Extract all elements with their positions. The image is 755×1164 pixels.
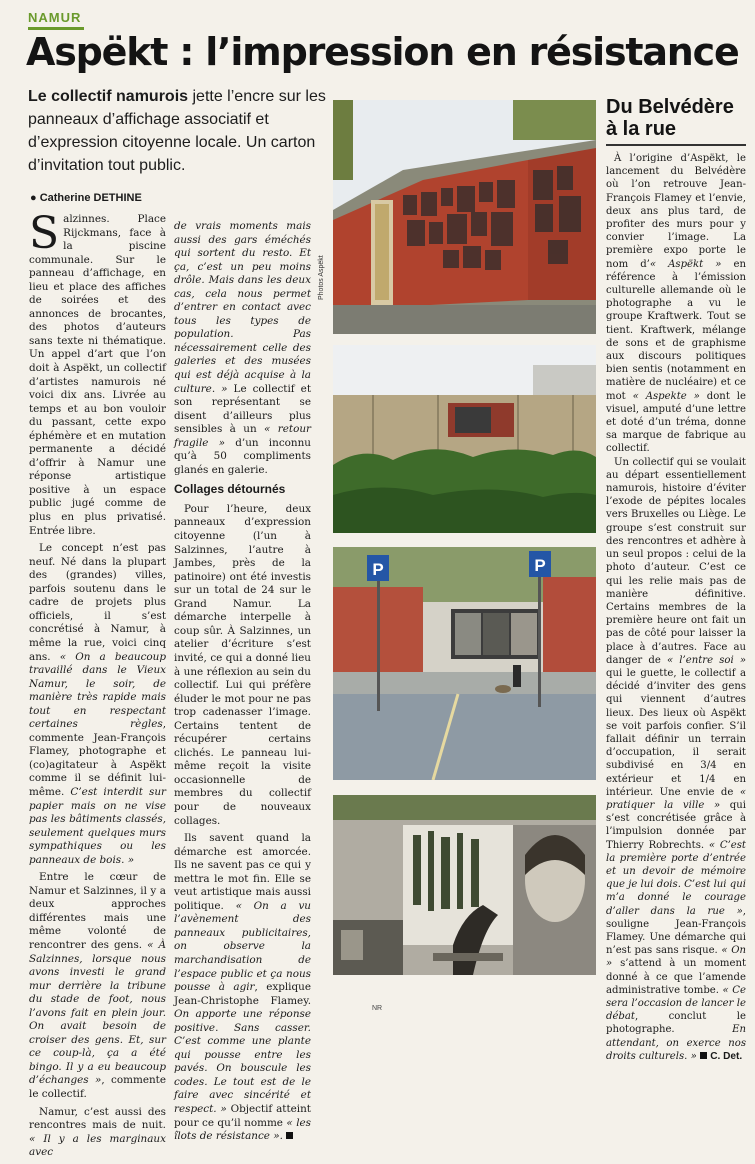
col1-p2-quote1: « On a beaucoup travaillé dans le Vieux Namur, le soir, de manière très rapide mais tout en respectant certaines règles [29, 650, 167, 731]
byline: ● Catherine DETHINE [30, 192, 142, 204]
sidebar-title-rule [606, 144, 746, 146]
col2-paragraph-3 [174, 832, 311, 1144]
sb-p1-quote: « Aspëkt » [649, 258, 722, 270]
col2-p3d: . [279, 1130, 283, 1143]
sidebar-paragraph-1 [606, 152, 746, 456]
photo-wall-billboard [333, 345, 596, 533]
sidebar-end-mark [700, 1052, 707, 1059]
headline: Aspëkt : l’impression en résistance [26, 30, 739, 74]
sb-p2-quote4: « On » [606, 945, 746, 970]
col2-p3: Ils savent quand la démarche est amorcée. Ils ne savent pas ce qui y mettra le mot fin. Elle se veut artistique mais aussi politique. [174, 832, 311, 912]
sidebar-paragraph-2 [606, 456, 746, 1063]
svg-text:P: P [534, 556, 546, 575]
sb-p2-quote3: « C’est la première porte d’entrée et un devoir de mémoire que je lui dois. C’est lui qui m’a donné le courage d’aller dans la rue » [606, 839, 746, 917]
col2-p3-quote2: On apporte une réponse positive. Sans casser. C’est comme une plante qui pousse entre les pavés. On bouscule les codes. Le tout est de le faire avec sincérité et respect. » [174, 1008, 311, 1115]
photo-street-parking [333, 547, 596, 780]
lead-bold: Le collectif namurois [28, 88, 189, 105]
sb-p2-quote5: « Ce sera l’occasion de lancer le débat [606, 984, 746, 1023]
photo-credit: Photos Aspëkt [318, 255, 325, 300]
sb-p1-quote2: « Aspekte » [632, 390, 700, 402]
col2-p3c: Objectif atteint pour ce qu’il nomme [174, 1103, 311, 1129]
end-mark [286, 1132, 293, 1139]
photo-collage-board [333, 795, 596, 975]
sidebar-box [606, 96, 746, 1063]
sb-p1c: dont le visuel, amputé d’une lettre et doté d’un tréma, donne sa marque de fabrique au collectif. [606, 390, 746, 455]
svg-text:P: P [372, 560, 384, 579]
col1-p2a: Le concept n’est pas neuf. Né dans la plupart des (grandes) villes, parfois soutenu dans le cadre de projets plus officiels, il s’est concrétisé à Namur, à même la rue, voici cinq ans. [29, 542, 166, 663]
col2-p1c: d’un inconnu qu’à 50 compliments glanés en galerie. [174, 436, 311, 476]
page-footer: NR [372, 1005, 383, 1012]
sidebar-body [606, 152, 746, 1063]
section-label: NAMUR [28, 10, 82, 25]
col2-p1-quote: de vrais moments mais aussi des gars éméchés qui sortent du resto. Et ça, c’est un peu moins drôle. Mais dans les deux cas, cela nous permet d’entrer en contact avec tous les types de population. Pas nécessairement celle des galeries et des musées qui est déjà acquise à la culture. » [174, 220, 311, 395]
sb-p2-quote6: En attendant, on exerce nos droits culturels. » [606, 1024, 746, 1062]
sb-p2f: , conclut le photographe. [606, 1011, 746, 1036]
col2-p1-quote2: « retour fragile » [174, 423, 311, 449]
byline-author: Catherine DETHINE [39, 192, 142, 204]
sb-p2b: qui le guette, le collectif a décidé d’inviter des gens qui viennent d’autres lieux. Des lieux où Aspëkt se voit parfois confier. S’il fallait définir un terrain d’occupation, il serait subdivisé en 3/4 en extérieur et 1/4 en intérieur. Une envie de [606, 667, 746, 798]
article-column-1 [29, 208, 167, 1164]
col1-paragraph-1 [29, 208, 166, 538]
col2-p3-quote3: « les îlots de résistance » [174, 1116, 312, 1143]
sidebar-title-line1: Du Belvédère [606, 96, 734, 118]
sb-p2e: s’attend à un moment donné à ce que l’amende administrative tombe. [606, 958, 746, 996]
col2-paragraph-1 [174, 220, 311, 477]
col2-p1b: Le collectif et son représentant se disent d’ailleurs plus sensibles à un [174, 382, 312, 436]
col2-p3b: , explique Jean-Christophe Flamey. [174, 981, 311, 1007]
sb-p2d: , souligne Jean-François Flamey. Une démarche qui n’est pas sans risque. [606, 905, 746, 957]
col1-p3b: , commente le collectif. [29, 1074, 166, 1100]
col1-p3a: Entre le cœur de Namur et Salzinnes, il y a deux approches différentes mais une même volonté de rencontrer des gens. [29, 871, 166, 951]
sb-p2-quote2: « pratiquer la ville » [606, 786, 746, 811]
col1-p2-quote2: C’est interdit sur papier mais on ne vise pas les bâtiments classés, seulement quelques murs sympathiques ou les panneaux de bois. » [29, 785, 166, 866]
col2-paragraph-2: Pour l’heure, deux panneaux d’expression citoyenne (l’un à Salzinnes, l’autre à Jambes, près de la patinoire) ont été investis sur un total de 24 sur le Grand Namur. La démarche interpelle à coup sûr. À Salzinnes, un atelier d’écriture s’est invité, ce qui a donné lieu à une réflexion au sein du collectif. Lui qui préfère éluder le mot pour ne pas trop cadenasser l’image. Certains tentent de récupérer certains clichés. Le panneau lui-même reçoit la visite occasionnelle de membres du collectif pour de nouveaux collages. [174, 502, 311, 827]
drop-cap: S [29, 208, 60, 259]
subhead-collages: Collages détournés [174, 482, 286, 497]
col1-p3-quote: « À Salzinnes, lorsque nous avons investi le grand mur derrière la tribune du stade de foot, nous l’avons fait en plein jour. On avait besoin de croiser des gens. Et, sur ce coup-là, ça a été bingo. Il y a eu beaucoup d’échanges » [29, 938, 166, 1087]
col1-paragraph-2 [29, 542, 166, 867]
col1-paragraph-4 [29, 1106, 166, 1160]
lead-rest: jette l’encre sur les panneaux d’affichage associatif et d’expression citoyenne locale. Un carton d’invitation tout public. [28, 88, 326, 174]
col1-p2b: , commente Jean-François Flamey, photographe et (co)agitateur à Aspëkt comme il se définit lui-même. [29, 718, 166, 798]
sb-p2-quote: « l’entre soi » [666, 654, 746, 666]
article-column-2 [174, 220, 311, 1148]
col1-p4-quote: « Il y a les marginaux avec [29, 1132, 166, 1159]
col1-p4a: Namur, c’est aussi des rencontres mais de nuit. [29, 1105, 166, 1132]
sb-p1a: À l’origine d’Aspëkt, le lancement du Belvédère où l’on retrouve Jean-François Flamey et l’envie, deux ans plus tard, de profiter des murs pour y convier l’image. La première expo porte le nom d’ [606, 153, 746, 270]
sb-p1b: en référence à l’émission culturelle allemande où le photographe a vu le groupe Kraftwerk. Tout se tient. Kraftwerk, mélange de sons et de graphisme aux discours politiques bien sentis (notamment en matière de nucléaire) et ce mot [606, 258, 746, 402]
photo-brick-wall [333, 100, 596, 334]
sb-p2a: Un collectif qui se voulait au départ essentiellement namurois, histoire d’éviter l’exode de pépites locales vers Bruxelles ou Liège. Le groupe s’est construit sur des rencontres et adhère à un seul propos : celui de la photo d’auteur. C’est ce qui les relie mais pas de manière définitive. Certains membres de la première heure ont fait un pas de côté pour laisser la place à d’autres. Face au danger de [606, 456, 746, 666]
col2-p3-quote: « On a vu l’avènement des panneaux publicitaires, on observe la marchandisation de l’espace public et ça nous pousse à agir [174, 899, 312, 994]
sidebar-title-line2: à la rue [606, 118, 677, 140]
sidebar-title [606, 96, 746, 140]
sidebar-signature: C. Det. [710, 1050, 743, 1062]
sb-p2c: qui s’est concrétisée grâce à l’impulsion donnée par Thierry Robrechts. [606, 799, 746, 851]
col1-p1-text: alzinnes. Place Rijckmans, face à la piscine communale. Sur le panneau d’affichage, en lieu et place des affiches de soirées et des annonces de brocantes, des photos d’auteurs sans texte ni thématique. Un appel d’art que l’on doit à Aspëkt, un collectif d’artistes namurois né voici dix ans. Livrée au temps et au bon vouloir du passant, cette expo éphémère et en mutation permanente a décidé d’offrir à Namur une réponse artistique positive à un espace public jugé comme de plus en plus privatisé. Entrée libre. [29, 213, 166, 537]
col1-paragraph-3 [29, 871, 166, 1101]
lead-paragraph [28, 85, 326, 177]
